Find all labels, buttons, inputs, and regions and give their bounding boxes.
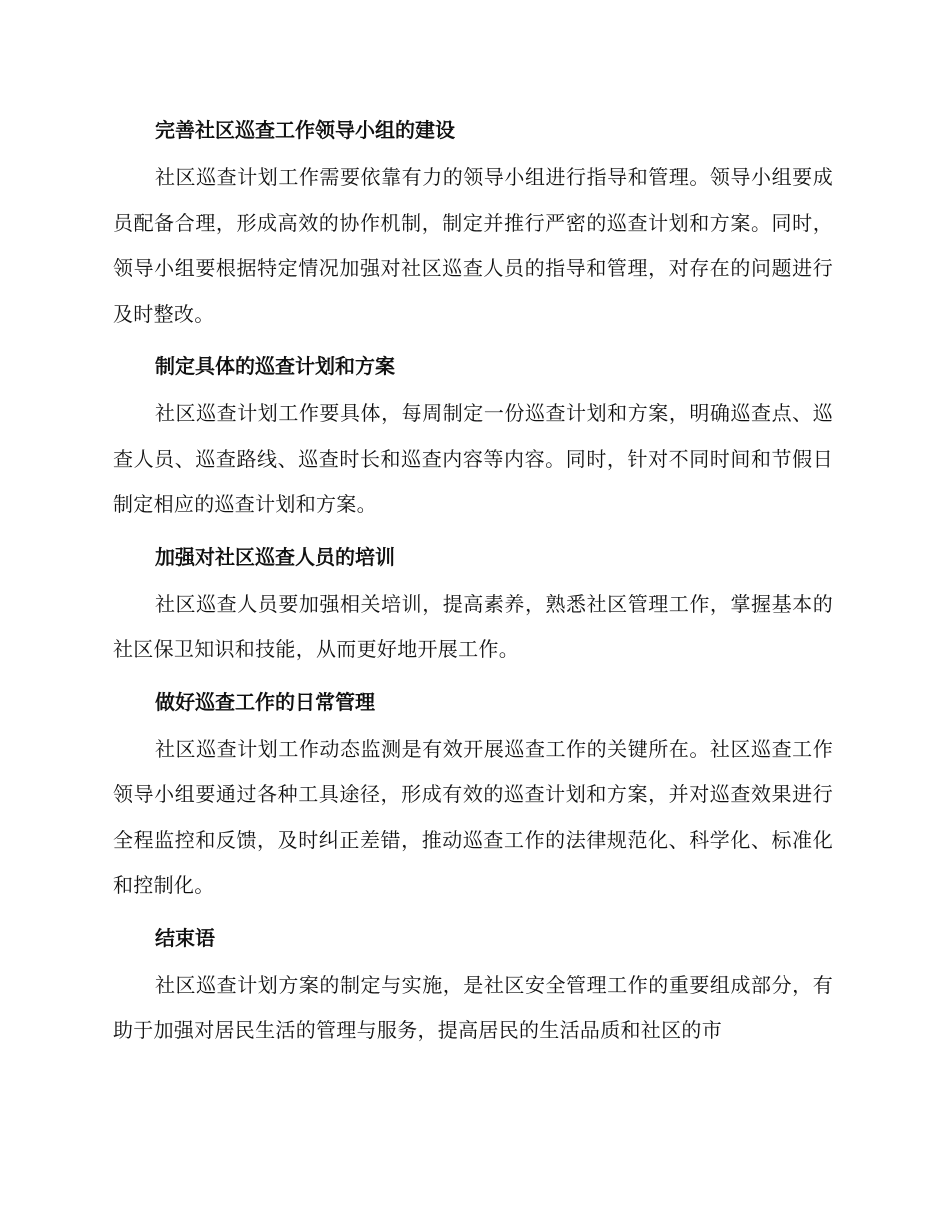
section-heading-plan: 制定具体的巡查计划和方案 [155,354,395,378]
section-paragraph-leadership: 社区巡查计划工作需要依靠有力的领导小组进行指导和管理。领导小组要成员配备合理，形成高效的协作机制，制定并推行严密的巡查计划和方案。同时，领导小组要根据特定情况加强对社区巡查人员的指导和管理，对存在的问题进行及时整改。 [113,165,833,326]
section-heading-conclusion: 结束语 [155,925,215,950]
section-paragraph-training: 社区巡查人员要加强相关培训，提高素养，熟悉社区管理工作，掌握基本的社区保卫知识和技能，从而更好地开展工作。 [113,591,833,661]
document-body [113,108,833,1061]
section-paragraph-conclusion: 社区巡查计划方案的制定与实施，是社区安全管理工作的重要组成部分，有助于加强对居民生活的管理与服务，提高居民的生活品质和社区的市 [113,972,833,1042]
section-heading-training: 加强对社区巡查人员的培训 [155,544,395,569]
section-paragraph-plan: 社区巡查计划工作要具体，每周制定一份巡查计划和方案，明确巡查点、巡查人员、巡查路线、巡查时长和巡查内容等内容。同时，针对不同时间和节假日制定相应的巡查计划和方案。 [113,401,833,516]
section-paragraph-daily-management: 社区巡查计划工作动态监测是有效开展巡查工作的关键所在。社区巡查工作领导小组要通过各种工具途径，形成有效的巡查计划和方案，并对巡查效果进行全程监控和反馈，及时纠正差错，推动巡查工作的法律规范化、科学化、标准化和控制化。 [113,736,833,897]
section-heading-leadership: 完善社区巡查工作领导小组的建设 [155,118,455,142]
section-heading-daily-management: 做好巡查工作的日常管理 [155,689,375,714]
